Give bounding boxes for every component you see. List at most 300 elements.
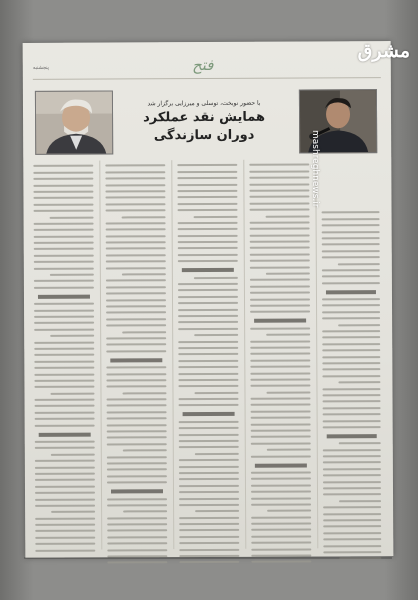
text-line — [323, 519, 381, 521]
article-kicker: با حضور نوبخت، توسلی و میرزایی برگزار شد — [147, 99, 261, 108]
text-line — [179, 433, 239, 435]
text-line — [250, 285, 310, 287]
text-line — [106, 241, 166, 243]
text-line — [123, 511, 167, 513]
text-line — [106, 299, 166, 301]
body-subheading — [254, 319, 306, 323]
text-line — [107, 504, 167, 506]
text-line — [250, 221, 310, 223]
text-line — [34, 386, 94, 388]
text-line — [106, 222, 166, 224]
text-line — [322, 237, 380, 239]
text-line — [179, 497, 239, 499]
text-line — [35, 405, 95, 407]
text-line — [35, 549, 95, 551]
text-line — [322, 388, 380, 390]
text-line — [322, 305, 380, 307]
text-line — [105, 184, 165, 186]
text-line — [35, 411, 95, 413]
text-line — [178, 283, 238, 285]
text-line — [322, 311, 380, 313]
text-line — [35, 399, 95, 401]
article-title-line2: دوران سازندگی — [153, 127, 255, 144]
text-line — [107, 462, 167, 464]
text-line — [251, 478, 311, 480]
text-line — [178, 241, 238, 243]
text-line — [33, 197, 93, 199]
column-divider — [243, 160, 246, 549]
text-line — [35, 492, 95, 494]
text-line — [35, 485, 95, 487]
text-line — [250, 340, 310, 342]
text-line — [251, 523, 311, 525]
text-line — [322, 368, 380, 370]
text-line — [105, 177, 165, 179]
text-line — [250, 327, 310, 329]
text-line — [194, 334, 238, 336]
body-subheading — [110, 358, 162, 362]
text-line — [106, 344, 166, 346]
text-line — [322, 250, 380, 252]
text-line — [107, 424, 167, 426]
text-line — [251, 429, 311, 431]
text-line — [179, 478, 239, 480]
text-line — [34, 322, 94, 324]
text-line — [251, 404, 311, 406]
text-line — [178, 228, 238, 230]
text-line — [35, 498, 95, 500]
text-line — [250, 253, 310, 255]
text-line — [34, 261, 94, 263]
body-subheading — [39, 432, 91, 436]
text-line — [249, 164, 309, 166]
text-line — [179, 504, 239, 506]
text-line — [34, 229, 94, 231]
text-line — [107, 517, 167, 519]
text-line — [322, 282, 380, 284]
text-line — [106, 373, 166, 375]
text-line — [322, 218, 380, 220]
column-divider — [99, 161, 102, 550]
text-line — [106, 235, 166, 237]
text-line — [33, 178, 93, 180]
text-line — [322, 317, 380, 319]
text-line — [177, 164, 237, 166]
body-column-3 — [175, 160, 241, 549]
text-line — [251, 436, 311, 438]
text-line — [251, 535, 311, 537]
newspaper-page — [23, 41, 394, 558]
text-line — [107, 536, 167, 538]
text-line — [322, 298, 380, 300]
text-line — [179, 404, 239, 406]
text-line — [251, 442, 311, 444]
text-line — [107, 523, 167, 525]
text-line — [266, 391, 310, 393]
text-line — [106, 280, 166, 282]
text-line — [35, 418, 95, 420]
text-line — [122, 392, 166, 394]
text-line — [250, 353, 310, 355]
text-line — [35, 543, 95, 545]
text-line — [179, 421, 239, 423]
text-line — [179, 491, 239, 493]
text-line — [178, 302, 238, 304]
text-line — [179, 485, 239, 487]
text-line — [50, 216, 94, 218]
text-line — [250, 346, 310, 348]
text-line — [323, 407, 381, 409]
text-line — [122, 331, 166, 333]
text-line — [323, 525, 381, 527]
text-line — [251, 471, 311, 473]
body-column-2 — [103, 160, 169, 549]
text-line — [178, 308, 238, 310]
text-line — [179, 398, 239, 400]
text-line — [338, 381, 380, 383]
text-line — [34, 254, 94, 256]
body-subheading — [327, 434, 377, 438]
text-line — [178, 366, 238, 368]
text-line — [33, 184, 93, 186]
text-line — [107, 498, 167, 500]
text-line — [34, 223, 94, 225]
text-line — [194, 215, 238, 217]
text-line — [106, 312, 166, 314]
text-line — [34, 354, 94, 356]
text-line — [338, 263, 380, 265]
text-line — [107, 456, 167, 458]
text-line — [105, 203, 165, 205]
text-line — [35, 536, 95, 538]
text-line — [177, 203, 237, 205]
text-line — [34, 235, 94, 237]
text-line — [50, 335, 94, 337]
text-line — [51, 453, 95, 455]
text-line — [178, 209, 238, 211]
text-line — [122, 273, 166, 275]
text-line — [105, 197, 165, 199]
text-line — [178, 254, 238, 256]
text-line — [251, 398, 311, 400]
text-line — [105, 171, 165, 173]
text-line — [178, 289, 238, 291]
body-subheading — [111, 489, 163, 493]
text-line — [178, 347, 238, 349]
text-line — [107, 405, 167, 407]
text-line — [322, 356, 380, 358]
text-line — [34, 280, 94, 282]
text-line — [34, 348, 94, 350]
text-line — [107, 469, 167, 471]
text-line — [34, 341, 94, 343]
text-line — [178, 360, 238, 362]
text-line — [322, 275, 380, 277]
text-line — [179, 523, 239, 525]
portrait-photo-left — [35, 90, 113, 154]
body-column-1 — [31, 161, 97, 550]
text-line — [34, 248, 94, 250]
text-line — [322, 375, 380, 377]
text-line — [250, 311, 310, 313]
text-line — [105, 190, 165, 192]
text-line — [107, 443, 167, 445]
text-line — [33, 191, 93, 193]
text-line — [178, 321, 238, 323]
text-line — [35, 441, 95, 443]
text-line — [106, 305, 166, 307]
text-line — [323, 538, 381, 540]
body-subheading — [38, 294, 90, 298]
watermark-site: mashreghnews.ir — [310, 130, 320, 208]
text-line — [323, 468, 381, 470]
text-line — [34, 367, 94, 369]
text-line — [179, 459, 239, 461]
text-line — [323, 487, 381, 489]
text-line — [107, 417, 167, 419]
text-line — [250, 241, 310, 243]
text-line — [178, 222, 238, 224]
text-line — [250, 260, 310, 262]
text-line — [178, 296, 238, 298]
text-line — [323, 400, 381, 402]
text-line — [106, 318, 166, 320]
text-line — [106, 337, 166, 339]
text-line — [178, 372, 238, 374]
text-line — [107, 437, 167, 439]
text-line — [322, 337, 380, 339]
text-line — [50, 274, 94, 276]
text-line — [33, 165, 93, 167]
text-line — [35, 424, 95, 426]
text-line — [339, 500, 381, 502]
text-line — [322, 256, 380, 258]
body-subheading — [326, 290, 376, 294]
text-line — [177, 183, 237, 185]
text-line — [323, 462, 381, 464]
text-line — [33, 171, 93, 173]
text-line — [106, 379, 166, 381]
text-line — [251, 548, 311, 550]
text-line — [51, 511, 95, 513]
text-line — [323, 413, 381, 415]
text-line — [34, 328, 94, 330]
text-line — [251, 503, 311, 505]
text-line — [323, 474, 381, 476]
text-line — [106, 254, 166, 256]
text-line — [250, 366, 310, 368]
text-line — [251, 417, 311, 419]
portrait-left-image — [36, 92, 112, 154]
text-line — [35, 479, 95, 481]
text-line — [250, 298, 310, 300]
text-line — [251, 529, 311, 531]
text-line — [179, 465, 239, 467]
text-line — [106, 248, 166, 250]
text-line — [179, 548, 239, 550]
text-line — [34, 373, 94, 375]
text-line — [106, 350, 166, 352]
text-line — [178, 340, 238, 342]
text-line — [251, 455, 311, 457]
text-line — [107, 542, 167, 544]
body-column-5 — [319, 159, 383, 548]
text-line — [178, 235, 238, 237]
text-line — [267, 510, 311, 512]
text-line — [178, 385, 238, 387]
text-line — [179, 472, 239, 474]
text-line — [105, 165, 165, 167]
text-line — [107, 411, 167, 413]
text-line — [249, 170, 309, 172]
text-line — [35, 517, 95, 519]
text-line — [107, 549, 167, 551]
text-line — [35, 447, 95, 449]
text-line — [266, 272, 310, 274]
text-line — [323, 426, 381, 428]
text-line — [35, 473, 95, 475]
text-line — [266, 334, 310, 336]
text-line — [35, 460, 95, 462]
text-line — [35, 505, 95, 507]
text-line — [322, 211, 380, 213]
text-line — [249, 202, 309, 204]
text-line — [34, 286, 94, 288]
text-line — [34, 309, 94, 311]
text-line — [33, 203, 93, 205]
text-line — [178, 328, 238, 330]
article-title-line1: همایش نقد عملکرد — [143, 109, 266, 126]
text-line — [250, 385, 310, 387]
text-line — [177, 177, 237, 179]
text-line — [322, 269, 380, 271]
text-line — [106, 292, 166, 294]
text-line — [322, 394, 380, 396]
text-line — [178, 315, 238, 317]
text-line — [194, 276, 238, 278]
text-line — [322, 224, 380, 226]
text-line — [250, 209, 310, 211]
text-line — [250, 304, 310, 306]
text-line — [195, 453, 239, 455]
page-shadow — [24, 557, 392, 559]
text-line — [106, 267, 166, 269]
text-line — [106, 286, 166, 288]
text-line — [250, 247, 310, 249]
text-line — [178, 379, 238, 381]
text-line — [323, 420, 381, 422]
text-line — [106, 324, 166, 326]
text-line — [178, 353, 238, 355]
text-line — [35, 530, 95, 532]
text-line — [178, 260, 238, 262]
text-line — [106, 366, 166, 368]
text-line — [251, 516, 311, 518]
text-line — [34, 303, 94, 305]
text-line — [251, 484, 311, 486]
text-line — [179, 536, 239, 538]
body-subheading — [183, 412, 235, 416]
text-line — [34, 379, 94, 381]
section-logo: فتح — [192, 55, 214, 75]
text-line — [249, 177, 309, 179]
watermark-logo: مشرق — [357, 40, 410, 62]
text-line — [179, 529, 239, 531]
text-line — [251, 423, 311, 425]
text-line — [249, 189, 309, 191]
text-line — [323, 481, 381, 483]
text-line — [179, 517, 239, 519]
text-line — [250, 234, 310, 236]
text-line — [34, 316, 94, 318]
text-line — [194, 392, 238, 394]
text-line — [322, 330, 380, 332]
text-line — [177, 190, 237, 192]
text-line — [195, 510, 239, 512]
text-line — [34, 267, 94, 269]
column-divider — [171, 160, 174, 549]
text-line — [322, 349, 380, 351]
text-line — [323, 551, 381, 553]
text-line — [107, 530, 167, 532]
text-line — [267, 449, 311, 451]
text-line — [249, 183, 309, 185]
article-body — [31, 159, 383, 550]
body-column-4 — [247, 159, 313, 548]
text-line — [34, 210, 94, 212]
text-line — [177, 171, 237, 173]
text-line — [106, 229, 166, 231]
text-line — [250, 372, 310, 374]
text-line — [35, 524, 95, 526]
text-line — [322, 243, 380, 245]
text-line — [250, 359, 310, 361]
text-line — [107, 481, 167, 483]
text-line — [179, 440, 239, 442]
text-line — [34, 360, 94, 362]
text-line — [35, 466, 95, 468]
text-line — [178, 247, 238, 249]
text-line — [179, 542, 239, 544]
text-line — [323, 449, 381, 451]
text-line — [251, 410, 311, 412]
text-line — [323, 532, 381, 534]
text-line — [106, 385, 166, 387]
text-line — [34, 242, 94, 244]
text-line — [122, 216, 166, 218]
text-line — [322, 231, 380, 233]
site-watermark — [310, 40, 410, 208]
text-line — [323, 513, 381, 515]
text-line — [266, 215, 310, 217]
text-line — [322, 362, 380, 364]
text-line — [107, 475, 167, 477]
text-line — [251, 497, 311, 499]
text-line — [107, 398, 167, 400]
body-subheading — [182, 268, 234, 272]
text-line — [251, 542, 311, 544]
text-line — [250, 378, 310, 380]
text-line — [323, 506, 381, 508]
text-line — [322, 343, 380, 345]
text-line — [123, 449, 167, 451]
text-line — [250, 292, 310, 294]
text-line — [338, 324, 380, 326]
text-line — [323, 494, 381, 496]
text-line — [250, 228, 310, 230]
text-line — [339, 442, 381, 444]
text-line — [323, 455, 381, 457]
